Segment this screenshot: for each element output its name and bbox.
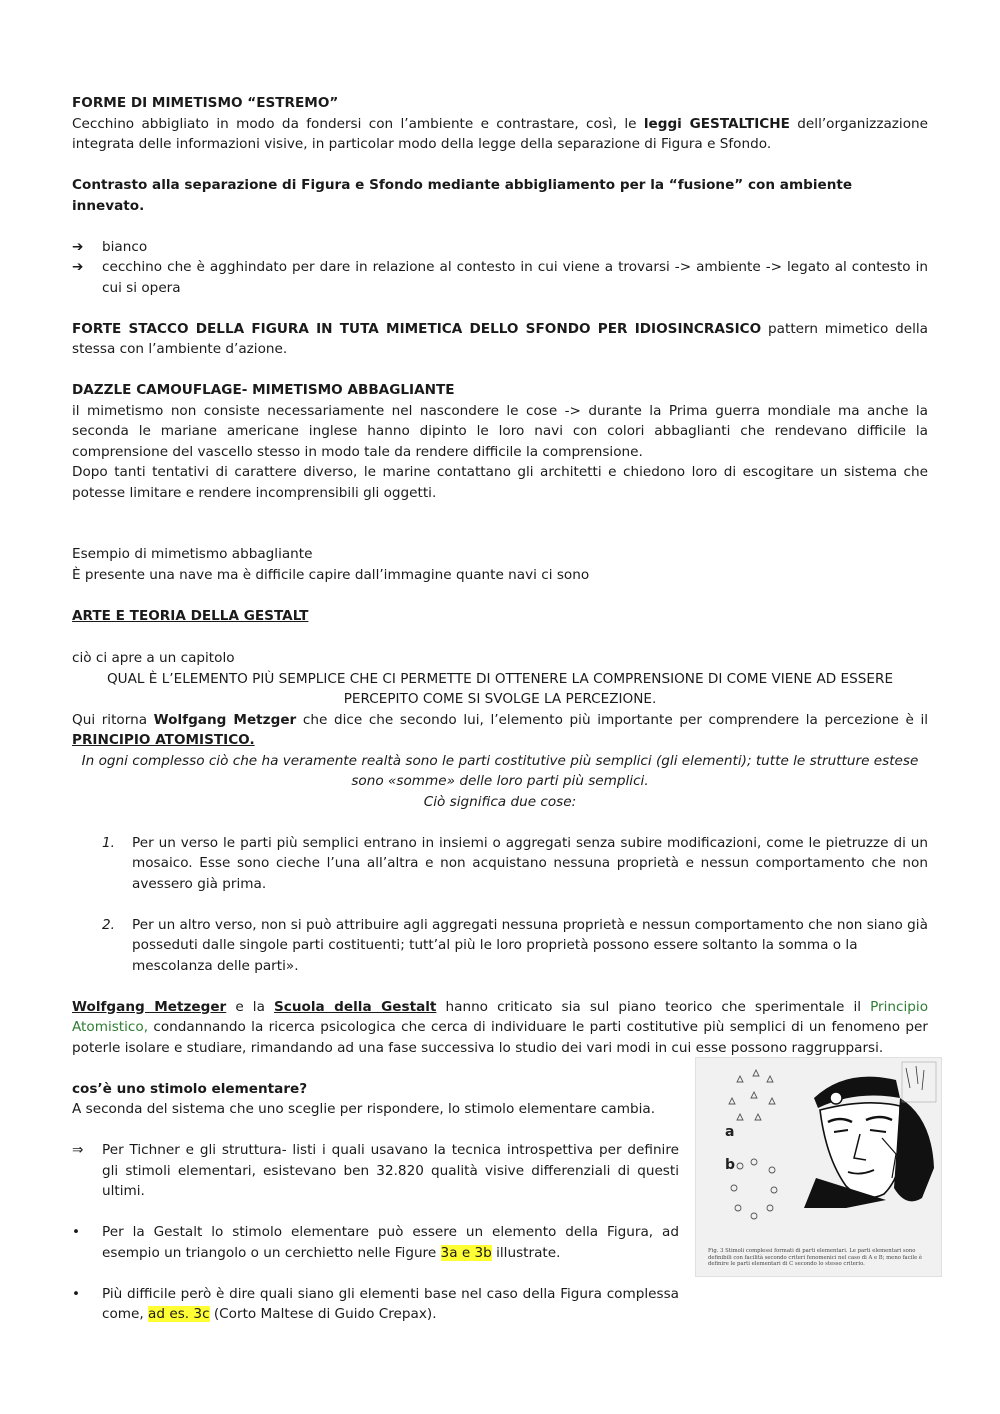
text-run: hanno criticato sia sul piano teorico che sperimentale il: [436, 998, 871, 1015]
italic-quote-2: Ciò significa due cose:: [423, 793, 577, 810]
section-title-mimetismo: FORME DI MIMETISMO “ESTREMO”: [72, 95, 339, 111]
paragraph-metzger: [72, 710, 928, 751]
text-run: pattern mimetico della stessa con l’ambiente d’azione.: [72, 320, 928, 357]
text-run: condannando la ricerca psicologica che cerca di individuare le parti costitutive più semplici di un fenomeno per poterle isolare e studiare, rimandando ad una fase successiva lo studio dei vari modi in cui esse possono raggrupparsi.: [72, 1019, 928, 1056]
text-run: Cecchino abbigliato in modo da fondersi con l’ambiente e contrastare, così, le: [72, 115, 644, 132]
list-item-text: [102, 1284, 679, 1325]
list-item-text: Per un altro verso, non si può attribuire agli aggregati nessuna proprietà e nessun comportamento che non siano già posseduti dalle singole parti costituenti; tutt’al più le loro proprietà possono essere soltanto la somma o la mescolanza delle parti».: [132, 916, 928, 974]
bold-run: Wolfgang Metzger: [153, 711, 297, 728]
bold-underline-run: Scuola della Gestalt: [273, 998, 437, 1015]
bold-run: leggi GESTALTICHE: [643, 115, 790, 132]
centered-question: QUAL È L’ELEMENTO PIÙ SEMPLICE CHE CI PERMETTE DI OTTENERE LA COMPRENSIONE DI COME VIENE AD ESSERE PERCEPITO COME SI SVOLGE LA PERCEZIONE.: [106, 670, 894, 707]
list-item: [72, 1222, 679, 1263]
section-title-stimolo: cos’è uno stimolo elementare?: [72, 1080, 308, 1097]
stimolo-column: [72, 1079, 679, 1325]
paragraph-capitolo: ciò ci apre a un capitolo: [72, 650, 235, 666]
list-item-text: cecchino che è agghindato per dare in relazione al contesto in cui viene a trovarsi -> ambiente -> legato al contesto in cui si opera: [102, 259, 928, 296]
list-item: [72, 257, 928, 298]
bullet-icon: •: [72, 1224, 81, 1240]
list-item: [72, 1284, 679, 1325]
list-number: 1.: [102, 834, 115, 851]
numbered-list-item: [72, 833, 928, 895]
text-run: che dice che secondo lui, l’elemento più importante per comprendere la percezione è il: [296, 711, 928, 728]
green-run: Principio Atomistico,: [72, 998, 929, 1035]
text-run: Qui ritorna: [72, 711, 154, 728]
bold-underline-run: Wolfgang Metzeger: [72, 998, 227, 1015]
section-title-dazzle: DAZZLE CAMOUFLAGE- MIMETISMO ABBAGLIANTE: [72, 382, 455, 398]
text-run: dell’organizzazione integrata delle informazioni visive, in particolar modo della legge della separazione di Figura e Sfondo.: [72, 115, 928, 152]
list-item-text: Per Tichner e gli struttura- listi i quali usavano la tecnica introspettiva per definire gli stimoli elementari, esistevano ben 32.820 qualità visive differenziali di questi ultimi.: [102, 1142, 679, 1199]
list-item-text: Per un verso le parti più semplici entrano in insiemi o aggregati senza subire modificazioni, come le pietruzze di un mosaico. Esse sono cieche l’una all’altra e non acquistano nessuna proprietà e nessun comportamento che non avessero già prima.: [132, 834, 928, 892]
section-title-gestalt: ARTE E TEORIA DELLA GESTALT: [72, 607, 309, 624]
paragraph-scuola-gestalt: [72, 997, 928, 1059]
bold-statement-contrasto: Contrasto alla separazione di Figura e Sfondo mediante abbigliamento per la “fusione” con ambiente innevato.: [72, 177, 853, 214]
paragraph-forte-stacco: [72, 319, 928, 360]
text-run: Più difficile però è dire quali siano gli elementi base nel caso della Figura complessa come,: [102, 1285, 679, 1322]
text-run: illustrate.: [491, 1244, 561, 1261]
figure-label-a: a: [725, 1124, 735, 1140]
list-item-text: [102, 1222, 679, 1263]
bullet-icon: •: [72, 1285, 81, 1302]
corto-maltese-drawing: [804, 1062, 936, 1208]
text-run: Per la Gestalt lo stimolo elementare può essere un elemento della Figura, ad esempio un triangolo o un cerchietto nelle Figure: [102, 1224, 679, 1261]
bold-underline-run: PRINCIPIO ATOMISTICO.: [72, 732, 255, 748]
italic-quote: In ogni complesso ciò che ha veramente realtà sono le parti costitutive più semplici (gli elementi); tutte le strutture estese sono «somme» delle loro parti più semplici.: [81, 752, 919, 789]
figure-label-b: b: [725, 1157, 736, 1173]
figure-caption: Fig. 3 Stimoli complessi formati di parti elementari. Le parti elementari sono definibili con facilità secondo criteri fenomenici nel caso di A e B; meno facile è definire le parti elementari di C secondo lo stesso criterio.: [708, 1248, 923, 1267]
arrow-icon: ➔: [72, 238, 84, 255]
paragraph-nave: È presente una nave ma è difficile capire dall’immagine quante navi ci sono: [72, 566, 590, 583]
paragraph-stimolo: A seconda del sistema che uno sceglie per rispondere, lo stimolo elementare cambia.: [72, 1101, 656, 1117]
paragraph-dazzle-2: Dopo tanti tentativi di carattere diverso, le marine contattano gli architetti e chiedono loro di escogitare un sistema che potesse limitare e rendere incomprensibili gli oggetti.: [72, 464, 928, 501]
paragraph-cecchino: [72, 114, 928, 155]
figure-illustration: [696, 1058, 941, 1276]
arrow-icon: ➔: [72, 259, 84, 275]
highlight-run: ad es. 3c: [148, 1306, 210, 1322]
numbered-list-item: [72, 915, 928, 977]
text-run: (Corto Maltese di Guido Crepax).: [209, 1306, 437, 1322]
paragraph-esempio: Esempio di mimetismo abbagliante: [72, 546, 313, 562]
list-item: [72, 237, 928, 258]
list-item-text: bianco: [102, 238, 148, 255]
implies-arrow-icon: ⇒: [72, 1142, 84, 1158]
highlight-run: 3a e 3b: [440, 1244, 492, 1261]
list-number: 2.: [102, 916, 115, 933]
bold-run: FORTE STACCO DELLA FIGURA IN TUTA MIMETICA DELLO SFONDO PER IDIOSINCRASICO: [72, 320, 762, 337]
list-item: [72, 1140, 679, 1202]
document-page: [72, 93, 928, 1325]
text-run: e la: [226, 998, 274, 1015]
figure-3-image: [695, 1057, 942, 1277]
paragraph-dazzle-1: il mimetismo non consiste necessariamente nel nascondere le cose -> durante la Prima guerra mondiale ma anche la seconda le mariane americane inglese hanno dipinto le loro navi con colori abbaglianti che rendevano difficile la comprensione del vascello stesso in modo tale da rendere difficile la comprensione.: [72, 402, 928, 460]
